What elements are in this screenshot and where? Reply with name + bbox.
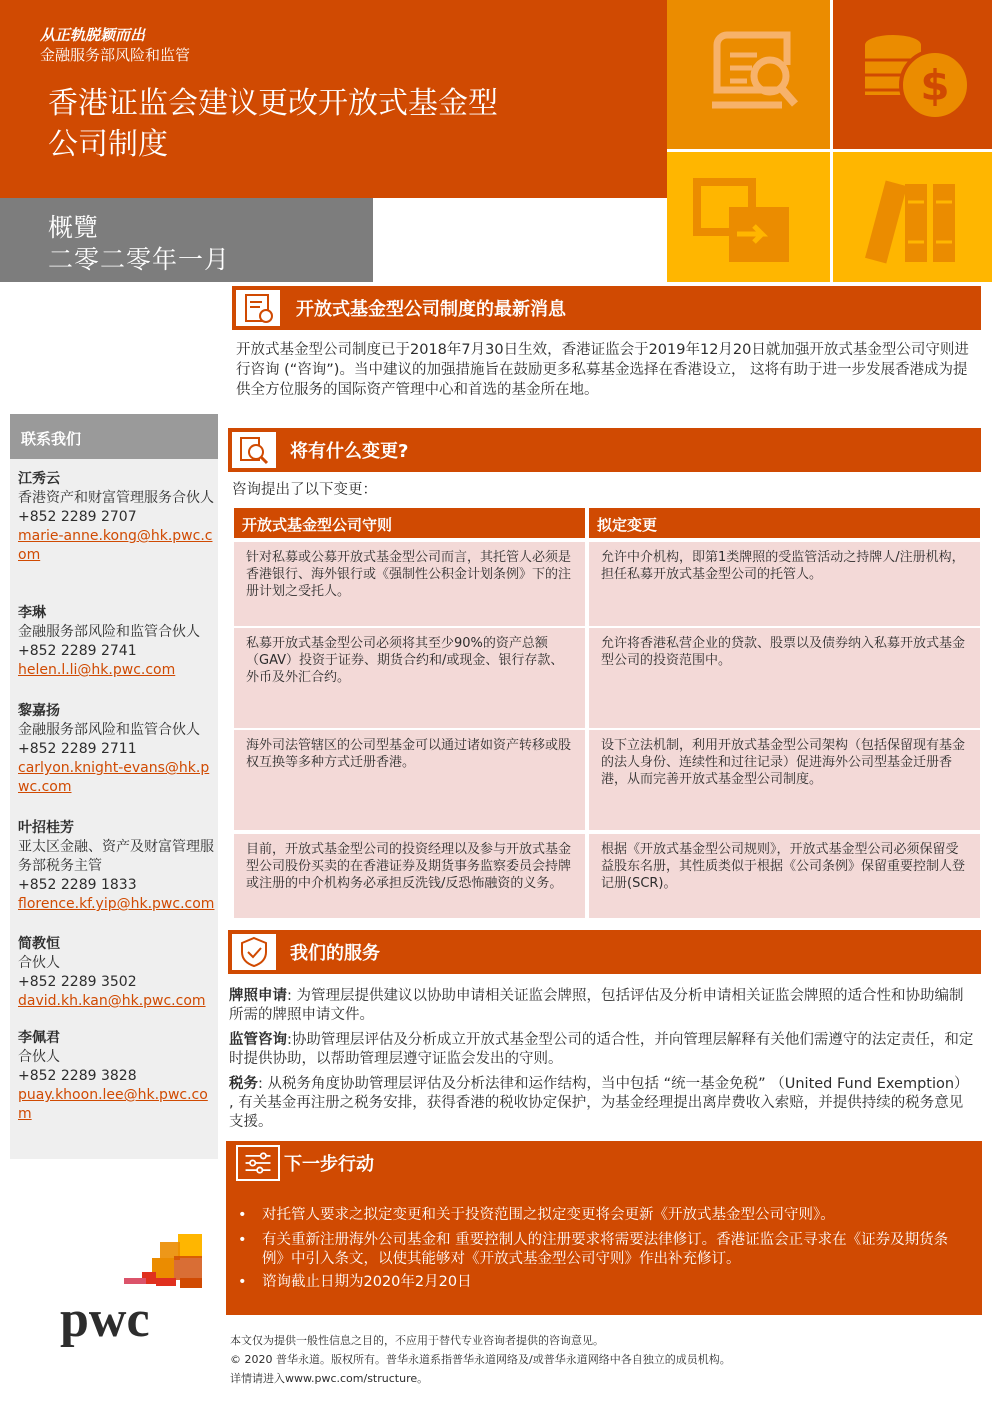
latest-news-body: 开放式基金型公司制度已于2018年7月30日生效，香港证监会于2019年12月20日就加强开放式基金型公司守则进行咨询 (“咨询”)。当中建议的加强措施旨在鼓励更多私募基金选择在香港设立， 这将有助于进一步发展香港成为提供全方位服务的国际资产管理中心和首选的基金所在地。 [236, 342, 969, 398]
service-text: : 从税务角度协助管理层评估及分析法律和运作结构，当中包括 “统一基金免税” （United Fund Exemption） , 有关基金再注册之税务安排，获得香港的税收协定保护，为基金经理提出离岸费收入索赔，并提供持续的税务意见支援。 [229, 1076, 969, 1130]
table-header-current: 开放式基金型公司守则 [234, 508, 585, 538]
svg-text:$: $ [920, 61, 950, 110]
contact-email-link[interactable]: helen.l.li@hk.pwc.com [18, 662, 176, 678]
contact-card [18, 935, 218, 1011]
table-cell-proposed: 设下立法机制，利用开放式基金型公司架构（包括保留现有基金的法人身份、连续性和过往记录）促进海外公司型基金迁册香港，从而完善开放式基金型公司制度。 [589, 730, 980, 830]
table-cell-proposed: 根据《开放式基金型公司规则》，开放式基金型公司必须保留受益股东名册，其性质类似于根据《公司条例》保留重要控制人登记册(SCR)。 [589, 834, 980, 918]
contact-phone: +852 2289 2707 [18, 509, 137, 525]
books-tile [833, 152, 992, 282]
contact-role: 亚太区金融、资产及财富管理服务部税务主管 [18, 839, 214, 874]
transfer-tile [667, 152, 830, 282]
contact-email-link[interactable]: carlyon.knight-evans@hk.pwc.com [18, 760, 210, 795]
contact-name: 江秀云 [18, 471, 60, 487]
table-cell-current: 目前，开放式基金型公司的投资经理以及参与开放式基金型公司股份买卖的在香港证券及期货事务监察委员会持牌或注册的中介机构务必承担反洗钱/反恐怖融资的义务。 [234, 834, 585, 918]
contact-role: 合伙人 [18, 1049, 60, 1065]
publication-date: 二零二零年一月 [48, 245, 231, 274]
contact-phone: +852 2289 3828 [18, 1068, 137, 1084]
service-text: : 为管理层提供建议以协助申请相关证监会牌照，包括评估及分析申请相关证监会牌照的适合性和协助编制所需的牌照申请文件。 [229, 988, 964, 1023]
service-item [229, 987, 974, 1025]
contact-card [18, 702, 218, 797]
contact-email-link[interactable]: florence.kf.yip@hk.pwc.com [18, 896, 215, 912]
latest-news-heading: 开放式基金型公司制度的最新消息 [296, 299, 566, 320]
contact-email-link[interactable]: puay.khoon.lee@hk.pwc.com [18, 1087, 208, 1122]
service-label: 监管咨询 [229, 1032, 287, 1048]
next-step-text: 谘询截止日期为2020年2月20日 [262, 1274, 472, 1290]
certificate-icon-box [236, 290, 280, 326]
contact-card [18, 819, 218, 914]
contact-phone: +852 2289 2711 [18, 741, 137, 757]
contact-role: 金融服务部风险和监管合伙人 [18, 624, 200, 640]
checklist-icon-box [236, 1145, 280, 1181]
contact-phone: +852 2289 3502 [18, 974, 137, 990]
disclaimer-line: 本文仅为提供一般性信息之目的，不应用于替代专业咨询者提供的咨询意见。 [230, 1334, 604, 1347]
books-icon [833, 152, 992, 282]
title-line-2: 公司制度 [48, 127, 168, 162]
service-text: :协助管理层评估及分析成立开放式基金型公司的适合性，并向管理层解释有关他们需遵守的法定责任，和定时提供协助，以帮助管理层遵守证监会发出的守则。 [229, 1032, 974, 1067]
tagline: 从正轨脱颖而出 [40, 26, 146, 44]
services-heading: 我们的服务 [290, 943, 380, 964]
table-cell-current: 海外司法管辖区的公司型基金可以通过诸如资产转移或股权互换等多种方式迁册香港。 [234, 730, 585, 830]
contact-name: 李佩君 [18, 1030, 60, 1046]
service-label: 税务 [229, 1076, 258, 1092]
next-step-text: 有关重新注册海外公司基金和 重要控制人的注册要求将需要法律修订。香港证监会正寻求在《证券及期货条例》中引入条文，以使其能够对《开放式基金型公司守则》作出补充修订。 [262, 1232, 949, 1267]
contact-card [18, 470, 218, 565]
overview-label: 概覽 [48, 213, 99, 242]
contact-card [18, 604, 218, 680]
table-cell-proposed: 允许中介机构，即第1类牌照的受监管活动之持牌人/注册机构，担任私募开放式基金型公司的托管人。 [589, 542, 980, 626]
next-steps-header [226, 1141, 982, 1185]
table-cell-current: 私募开放式基金型公司必须将其至少90%的资产总额（GAV）投资于证券、期货合约和/或现金、银行存款、外币及外汇合约。 [234, 628, 585, 728]
magnifier-icon-box [232, 432, 276, 468]
icon-tiles [667, 0, 992, 282]
page-title [48, 83, 608, 165]
department-label: 金融服务部风险和监管 [40, 46, 191, 64]
contact-name: 李琳 [18, 605, 46, 621]
changes-intro: 咨询提出了以下变更： [232, 482, 377, 498]
certificate-icon [236, 290, 280, 326]
checklist-icon [238, 1147, 278, 1179]
contact-email-link[interactable]: david.kh.kan@hk.pwc.com [18, 993, 206, 1009]
copyright-line: © 2020 普华永道。版权所有。普华永道系指普华永道网络及/或普华永道网络中各自独立的成员机构。 [230, 1353, 731, 1366]
contact-phone: +852 2289 2741 [18, 643, 137, 659]
contact-role: 合伙人 [18, 955, 60, 971]
bullet-icon: • [238, 1207, 247, 1223]
bullet-icon: • [238, 1232, 247, 1248]
pwc-logo [60, 1232, 210, 1352]
bullet-icon: • [238, 1274, 247, 1290]
contact-role: 金融服务部风险和监管合伙人 [18, 722, 200, 738]
pwc-logo-mark [60, 1232, 210, 1352]
title-line-1: 香港证监会建议更改开放式基金型 [48, 86, 498, 121]
contacts-header [10, 414, 218, 459]
next-steps-heading: 下一步行动 [284, 1154, 374, 1175]
changes-header [228, 428, 981, 472]
table-cell-current: 针对私募或公募开放式基金型公司而言，其托管人必须是香港银行、海外银行或《强制性公积金计划条例》下的注册计划之受托人。 [234, 542, 585, 626]
structure-link-line[interactable]: 详情请进入www.pwc.com/structure。 [230, 1372, 429, 1385]
service-item [229, 1075, 974, 1132]
shield-icon-box [232, 934, 276, 970]
contact-name: 黎嘉扬 [18, 703, 60, 719]
magnifier-document-icon [232, 432, 276, 468]
document-search-icon [667, 0, 830, 149]
coins-dollar-icon [833, 0, 992, 149]
contact-email-link[interactable]: marie-anne.kong@hk.pwc.com [18, 528, 213, 563]
contact-role: 香港资产和财富管理服务合伙人 [18, 490, 214, 506]
contact-card [18, 1029, 218, 1124]
next-step-text: 对托管人要求之拟定变更和关于投资范围之拟定变更将会更新《开放式基金型公司守则》。 [262, 1207, 835, 1223]
changes-heading: 将有什么变更? [290, 441, 409, 462]
service-label: 牌照申请 [229, 988, 287, 1004]
shield-check-icon [232, 934, 276, 970]
contact-name: 简教恒 [18, 936, 60, 952]
services-header [228, 930, 981, 974]
coins-tile [833, 0, 992, 149]
latest-news-header [232, 286, 981, 330]
pwc-logo-text: pwc [60, 1291, 150, 1348]
contact-phone: +852 2289 1833 [18, 877, 137, 893]
table-cell-proposed: 允许将香港私营企业的贷款、股票以及债券纳入私募开放式基金型公司的投资范围中。 [589, 628, 980, 728]
contact-name: 叶招桂芳 [18, 820, 74, 836]
service-item [229, 1031, 974, 1069]
contacts-heading: 联系我们 [21, 430, 82, 448]
document-search-tile [667, 0, 830, 149]
table-header-proposed: 拟定变更 [589, 508, 980, 538]
transfer-icon [667, 152, 830, 282]
